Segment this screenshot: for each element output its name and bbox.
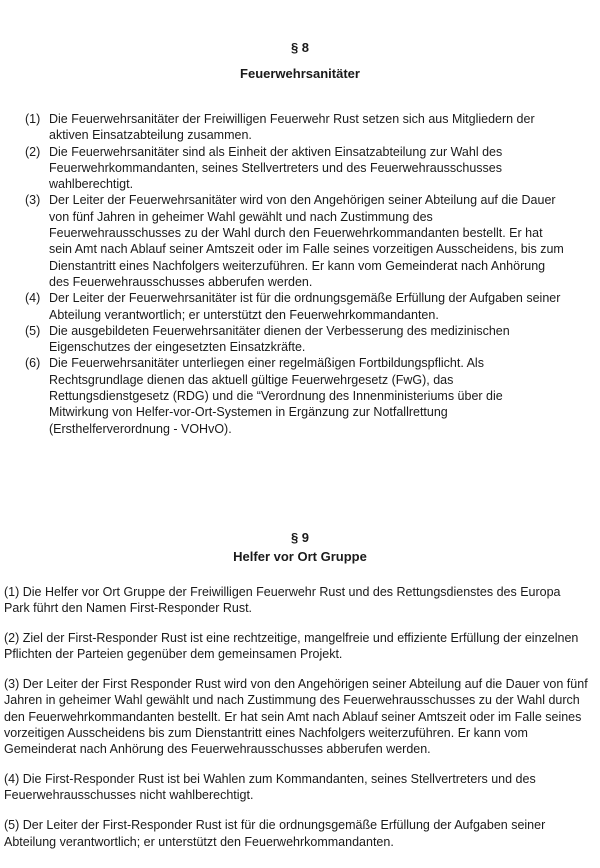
list-item-number: (1) xyxy=(25,112,41,126)
section-9-title: Helfer vor Ort Gruppe xyxy=(233,549,367,564)
list-item-text: Der Leiter der Feuerwehrsanitäter wird von den Angehörigen seiner Abteilung auf die Dauer von fünf Jahren in geheimer Wahl gewählt und nach Zustimmung des Feuerwehrausschusses zu der Wahl durch den Feuerwehrkommandanten bestellt. Er hat sein Amt nach Ablauf seiner Amtszeit oder im Falle seines vorzeitigen Ausscheidens, bis zum Dienstantritt eines Nachfolgers weiterzuführen. Er kann vom Gemeinderat nach Anhörung des Feuerwehrausschusses abberufen werden. xyxy=(49,193,564,289)
list-item-number: (3) xyxy=(25,193,41,208)
list-item-number: (4) xyxy=(25,291,41,306)
section-8-number: § 8 xyxy=(290,40,310,55)
list-item xyxy=(25,144,565,193)
list-item-text: Die ausgebildeten Feuerwehrsanitäter dienen der Verbesserung des medizinischen Eigenschutzes der eingesetzten Einsatzkräfte. xyxy=(49,323,510,355)
list-item xyxy=(25,355,565,436)
section-8-title: Feuerwehrsanitäter xyxy=(240,66,360,81)
section-9-number: § 9 xyxy=(290,530,310,545)
section-9-body xyxy=(4,584,589,863)
list-item-text: Die Feuerwehrsanitäter unterliegen einer regelmäßigen Fortbildungspflicht. Als Rechtsgrundlage dienen das aktuell gültige Feuerwehrgesetz (FwG), das Rettungsdienstgesetz (RDG) und die “Verordnung des Innenministeriums über die Mitwirkung von Helfer-vor-Ort-Systemen in Ergänzung zur Notfallrettung (Ersthelferverordnung - VOHvO). xyxy=(49,356,503,436)
list-item-number: (5) xyxy=(25,323,41,338)
list-item xyxy=(25,323,565,356)
paragraph: (4) Die First-Responder Rust ist bei Wahlen zum Kommandanten, seines Stellvertreters und des Feuerwehrausschusses nicht wahlberechtigt. xyxy=(4,772,536,803)
list-item-number: (6) xyxy=(25,356,41,371)
list-item-number: (2) xyxy=(25,144,41,159)
list-item xyxy=(25,111,565,144)
list-item-text: Die Feuerwehrsanitäter der Freiwilligen Feuerwehr Rust setzen sich aus Mitgliedern der aktiven Einsatzabteilung zusammen. xyxy=(49,112,535,143)
list-item xyxy=(25,192,565,290)
paragraph: (5) Der Leiter der First-Responder Rust ist für die ordnungsgemäße Erfüllung der Aufgaben seiner Abteilung verantwortlich; er unterstützt den Feuerwehrkommandanten. xyxy=(4,818,546,849)
paragraph: (3) Der Leiter der First Responder Rust wird von den Angehörigen seiner Abteilung auf die Dauer von fünf Jahren in geheimer Wahl gewählt und nach Zustimmung des Feuerwehrausschusses zu der Wahl durch den Feuerwehrkommandanten bestellt. Er hat sein Amt nach Ablauf seiner Amtszeit oder im Falle seines vorzeitigen Ausscheidens bis zum Dienstantritt eines Nachfolgers weiterzuführen. Er kann vom Gemeinderat nach Anhörung des Feuerwehrausschusses abberufen werden. xyxy=(4,677,588,757)
list-item xyxy=(25,290,565,323)
section-8-list xyxy=(25,111,565,437)
list-item-text: Der Leiter der Feuerwehrsanitäter ist für die ordnungsgemäße Erfüllung der Aufgaben seiner Abteilung verantwortlich; er unterstützt den Feuerwehrkommandanten. xyxy=(49,291,561,322)
list-item-text: Die Feuerwehrsanitäter sind als Einheit der aktiven Einsatzabteilung zur Wahl des Feuerwehrkommandanten, seines Stellvertreters und des Feuerwehrausschusses wahlberechtigt. xyxy=(49,144,503,192)
paragraph: (1) Die Helfer vor Ort Gruppe der Freiwilligen Feuerwehr Rust und des Rettungsdienstes des Europa Park führt den Namen First-Responder Rust. xyxy=(4,585,561,616)
paragraph: (2) Ziel der First-Responder Rust ist eine rechtzeitige, mangelfreie und effiziente Erfüllung der einzelnen Pflichten der Parteien gegenüber dem gemeinsamen Projekt. xyxy=(4,631,579,662)
